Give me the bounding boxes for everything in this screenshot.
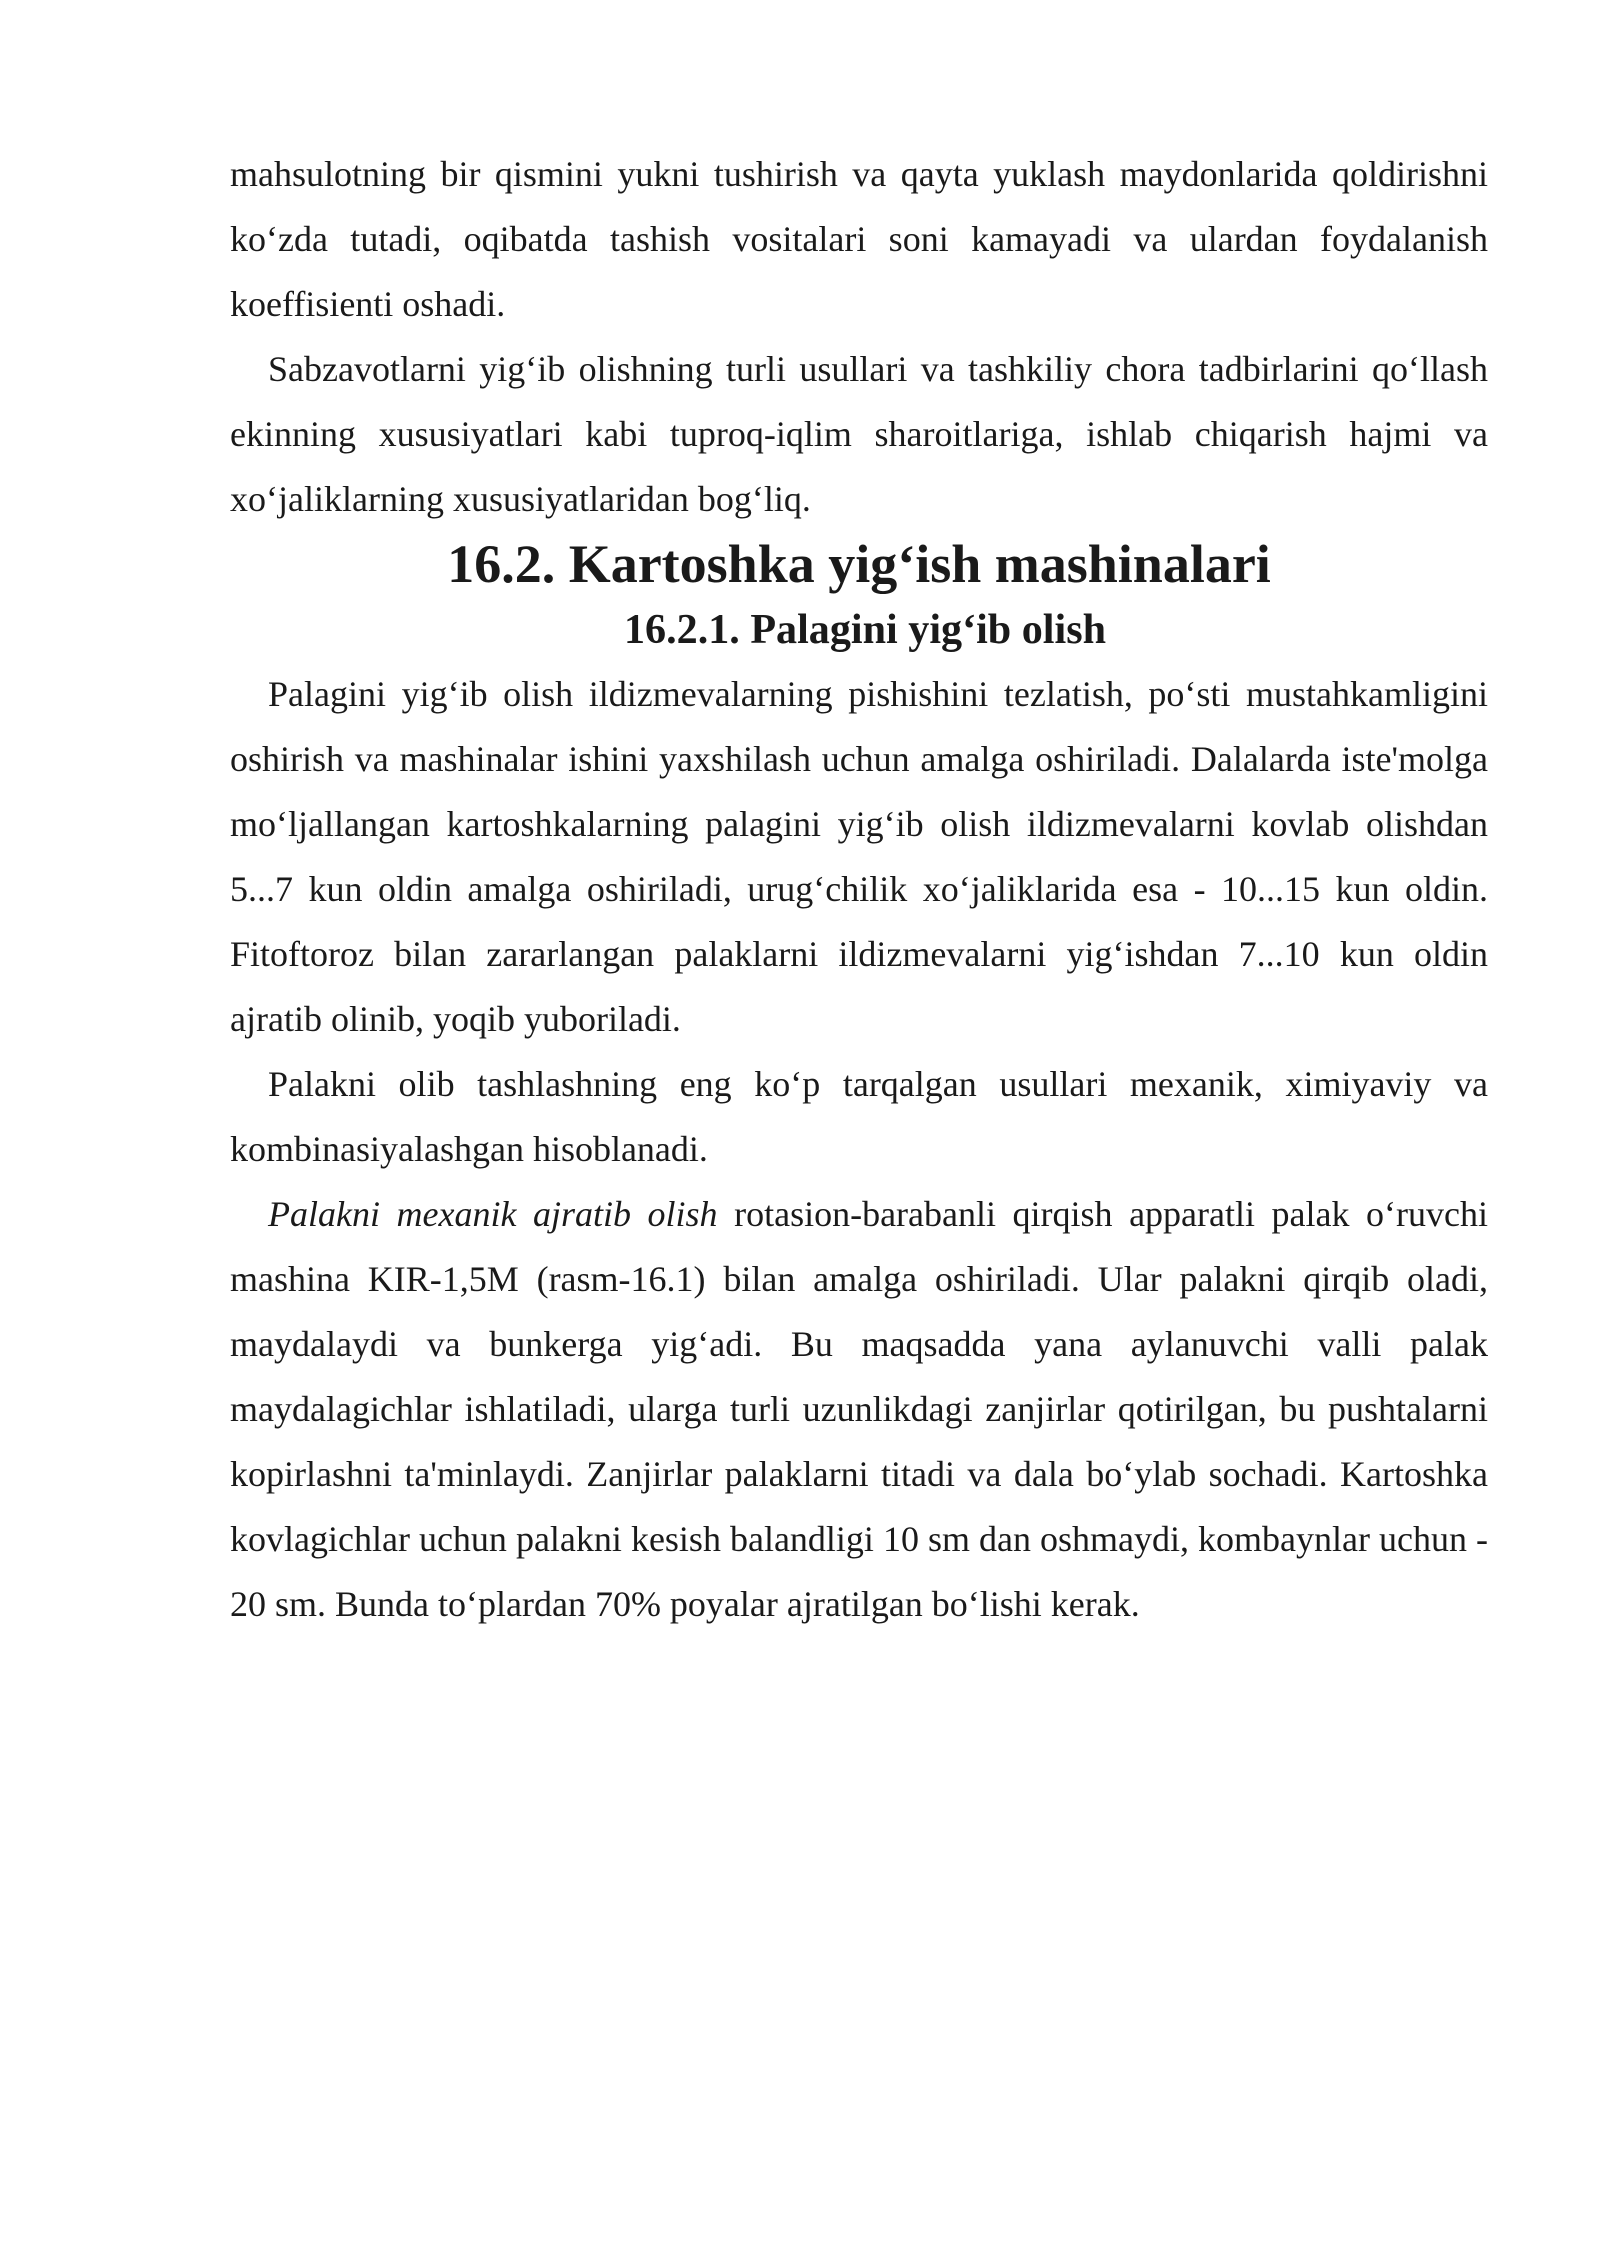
paragraph-mechanical-removal [230, 1182, 1488, 1637]
paragraph-haulm-removal: Palagini yig‘ib olish ildizmevalarning pishishini tezlatish, po‘sti mustahkamligini oshirish va mashinalar ishini yaxshilash uchun amalga oshiriladi. Dalalarda iste'molga mo‘ljallangan kartoshkalarning palagini yig‘ib olish ildizmevalarni kovlab olishdan 5...7 kun oldin amalga oshiriladi, urug‘chilik xo‘jaliklarida esa - 10...15 kun oldin. Fitoftoroz bilan zararlangan palaklarni ildizmevalarni yig‘ishdan 7...10 kun oldin ajratib olinib, yoqib yuboriladi. [230, 674, 1488, 1039]
italic-term: Palakni mexanik ajratib olish [268, 1194, 718, 1234]
paragraph-intro-continuation: mahsulotning bir qismini yukni tushirish va qayta yuklash maydonlarida qoldirishni ko‘zda tutadi, oqibatda tashish vositalari soni kamayadi va ulardan foydalanish koeffisienti oshadi. [230, 154, 1488, 324]
section-heading: 16.2. Kartoshka yig‘ish mashinalari [447, 534, 1271, 594]
paragraph-harvest-methods: Sabzavotlarni yig‘ib olishning turli usullari va tashkiliy chora tadbirlarini qo‘llash ekinning xususiyatlari kabi tuproq-iqlim sharoitlariga, ishlab chiqarish hajmi va xo‘jaliklarning xususiyatlaridan bog‘liq. [230, 349, 1488, 519]
subsection-heading: 16.2.1. Palagini yig‘ib olish [624, 606, 1106, 653]
paragraph-mechanical-removal-text: rotasion-barabanli qirqish apparatli palak o‘ruvchi mashina KIR-1,5M (rasm-16.1) bilan amalga oshiriladi. Ular palakni qirqib oladi, maydalaydi va bunkerga yig‘adi. Bu maqsadda yana aylanuvchi valli palak maydalagichlar ishlatiladi, ularga turli uzunlikdagi zanjirlar qotirilgan, bu pushtalarni kopirlashni ta'minlaydi. Zanjirlar palaklarni titadi va dala bo‘ylab sochadi. Kartoshka kovlagichlar uchun palakni kesish balandligi 10 sm dan oshmaydi, kombaynlar uchun - 20 sm. Bunda to‘plardan 70% poyalar ajratilgan bo‘lishi kerak. [230, 1194, 1489, 1624]
document-page [230, 142, 1488, 1637]
paragraph-removal-methods: Palakni olib tashlashning eng ko‘p tarqalgan usullari mexanik, ximiyaviy va kombinasiyalashgan hisoblanadi. [230, 1064, 1488, 1169]
